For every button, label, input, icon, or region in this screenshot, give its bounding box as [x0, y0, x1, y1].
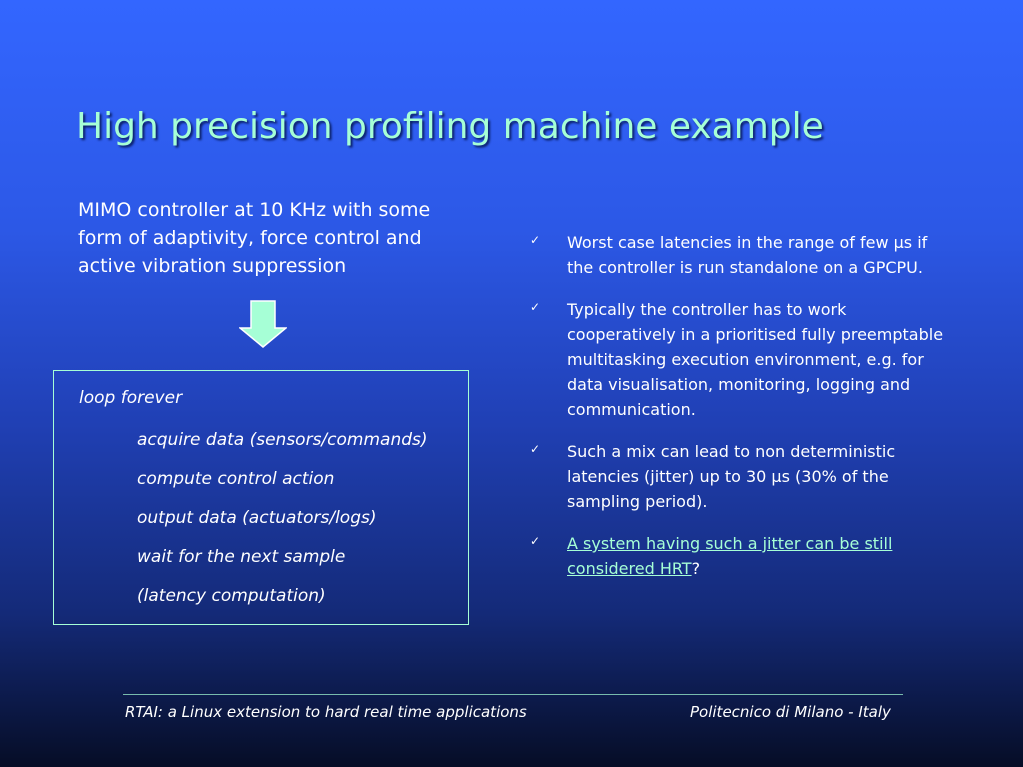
hrt-link[interactable]: A system having such a jitter can be still considered HRT	[567, 534, 893, 578]
slide-title: High precision profiling machine example	[76, 106, 824, 147]
bullet-item	[530, 439, 950, 514]
intro-text: MIMO controller at 10 KHz with some form of adaptivity, force control and active vibration suppression	[78, 199, 431, 277]
bullet-text: Worst case latencies in the range of few µs if the controller is run standalone on a GPCPU.	[567, 233, 928, 277]
bullet-text: Typically the controller has to work cooperatively in a prioritised fully preemptable multitasking execution environment, e.g. for data visualisation, monitoring, logging and communication.	[567, 300, 944, 419]
bullet-suffix: ?	[691, 559, 701, 578]
loop-step: (latency computation)	[137, 586, 326, 606]
loop-step: compute control action	[137, 469, 335, 489]
arrow-down-icon	[239, 300, 287, 348]
checkmark-icon: ✓	[530, 534, 541, 548]
bullet-item	[530, 297, 950, 422]
loop-step: wait for the next sample	[137, 547, 346, 567]
bullet-item	[530, 531, 950, 581]
loop-steps	[137, 430, 428, 625]
bullet-item	[530, 230, 950, 280]
pseudocode-box	[53, 370, 469, 625]
bullet-text: Such a mix can lead to non deterministic latencies (jitter) up to 30 µs (30% of the sampling period).	[567, 442, 896, 511]
footer-left-text: RTAI: a Linux extension to hard real time applications	[125, 703, 527, 721]
footer-right-text: Politecnico di Milano - Italy	[690, 703, 891, 721]
footer-divider	[123, 694, 903, 695]
bullet-list	[530, 230, 950, 598]
loop-step: output data (actuators/logs)	[137, 508, 377, 528]
checkmark-icon: ✓	[530, 300, 541, 314]
checkmark-icon: ✓	[530, 442, 541, 456]
loop-step: acquire data (sensors/commands)	[137, 430, 428, 450]
loop-heading: loop forever	[79, 388, 183, 408]
checkmark-icon: ✓	[530, 233, 541, 247]
